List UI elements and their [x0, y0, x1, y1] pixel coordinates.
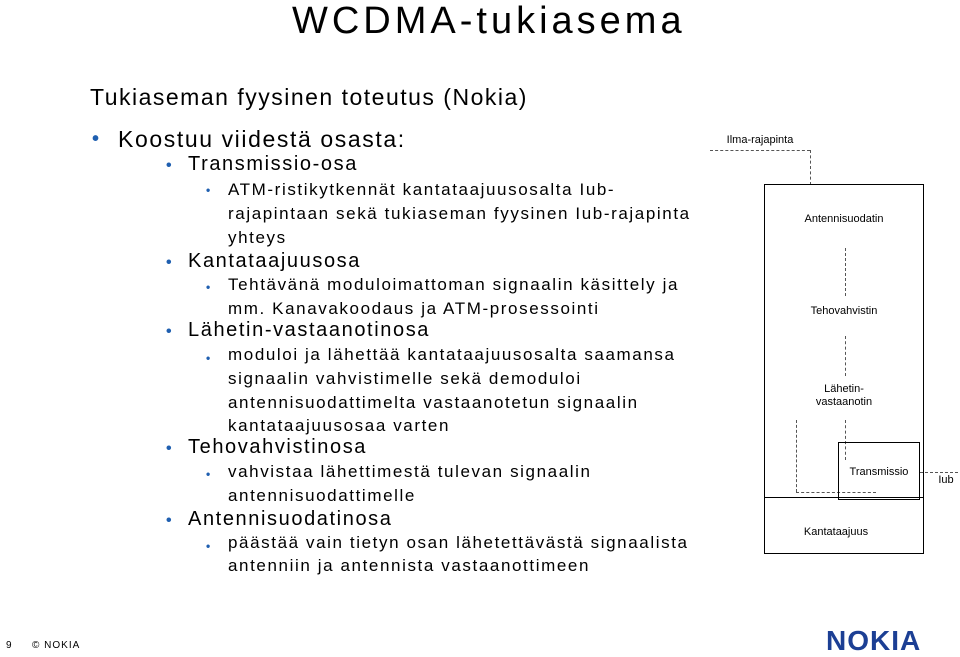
section-detail: antennisuodattimelle — [228, 486, 416, 505]
transceiver-label: Lähetin- — [824, 383, 864, 395]
section-detail: antennisuodattimelta vastaanotetun signaalin — [228, 393, 639, 412]
page-title: WCDMA-tukiasema — [292, 0, 686, 42]
bullet-icon: • — [166, 323, 172, 340]
power-amplifier-label: Tehovahvistin — [810, 305, 878, 317]
antenna-filter-label: Antennisuodatin — [804, 213, 884, 225]
base-station-diagram — [700, 130, 960, 570]
bullet-icon: • — [166, 512, 172, 529]
baseband-label: Kantataajuus — [803, 526, 869, 538]
section-heading: Transmissio-osa — [188, 153, 358, 175]
bullet-icon: • — [92, 128, 100, 150]
transceiver-label: vastaanotin — [815, 396, 873, 408]
air-interface-connector — [810, 150, 811, 185]
bullet-icon: • — [206, 539, 211, 553]
bullet-icon: • — [166, 157, 172, 174]
section-heading: Kantataajuusosa — [188, 250, 362, 272]
bullet-icon: • — [166, 440, 172, 457]
section-detail: antenniin ja antennista vastaanottimeen — [228, 556, 590, 575]
page-number: 9 — [6, 640, 12, 651]
bullet-icon: • — [166, 254, 172, 271]
page-subtitle: Tukiaseman fyysinen toteutus (Nokia) — [90, 84, 528, 110]
section-detail: kantataajuusosaa varten — [228, 416, 451, 435]
air-interface-line — [710, 150, 810, 151]
copyright-text: © NOKIA — [32, 640, 81, 651]
section-heading: Tehovahvistinosa — [188, 436, 368, 458]
iub-line — [920, 472, 958, 473]
connector-line — [845, 336, 846, 376]
section-detail: yhteys — [228, 228, 287, 247]
connector-line — [845, 248, 846, 296]
bullet-icon: • — [206, 183, 211, 197]
main-point: Koostuu viidestä osasta: — [118, 126, 406, 152]
section-heading: Lähetin-vastaanotinosa — [188, 319, 431, 341]
transmission-label: Transmissio — [849, 466, 909, 478]
section-detail: ATM-ristikytkennät kantataajuusosalta Iub- — [228, 180, 616, 199]
section-detail: moduloi ja lähettää kantataajuusosalta saamansa — [228, 345, 676, 364]
section-heading: Antennisuodatinosa — [188, 508, 393, 530]
bullet-icon: • — [206, 467, 211, 481]
iub-label: Iub — [938, 474, 954, 486]
section-detail: rajapintaan sekä tukiaseman fyysinen Iub-rajapinta — [228, 204, 691, 223]
nokia-logo: NOKIA — [826, 625, 922, 656]
air-interface-label: Ilma-rajapinta — [726, 134, 794, 146]
section-detail: vahvistaa lähettimestä tulevan signaalin — [228, 462, 592, 481]
section-detail: signaalin vahvistimelle sekä demoduloi — [228, 369, 582, 388]
section-detail: mm. Kanavakoodaus ja ATM-prosessointi — [228, 299, 600, 318]
bullet-icon: • — [206, 351, 211, 365]
section-detail: päästää vain tietyn osan lähetettävästä signaalista — [228, 533, 689, 552]
section-detail: Tehtävänä moduloimattoman signaalin käsittely ja — [228, 275, 680, 294]
bullet-icon: • — [206, 280, 211, 294]
